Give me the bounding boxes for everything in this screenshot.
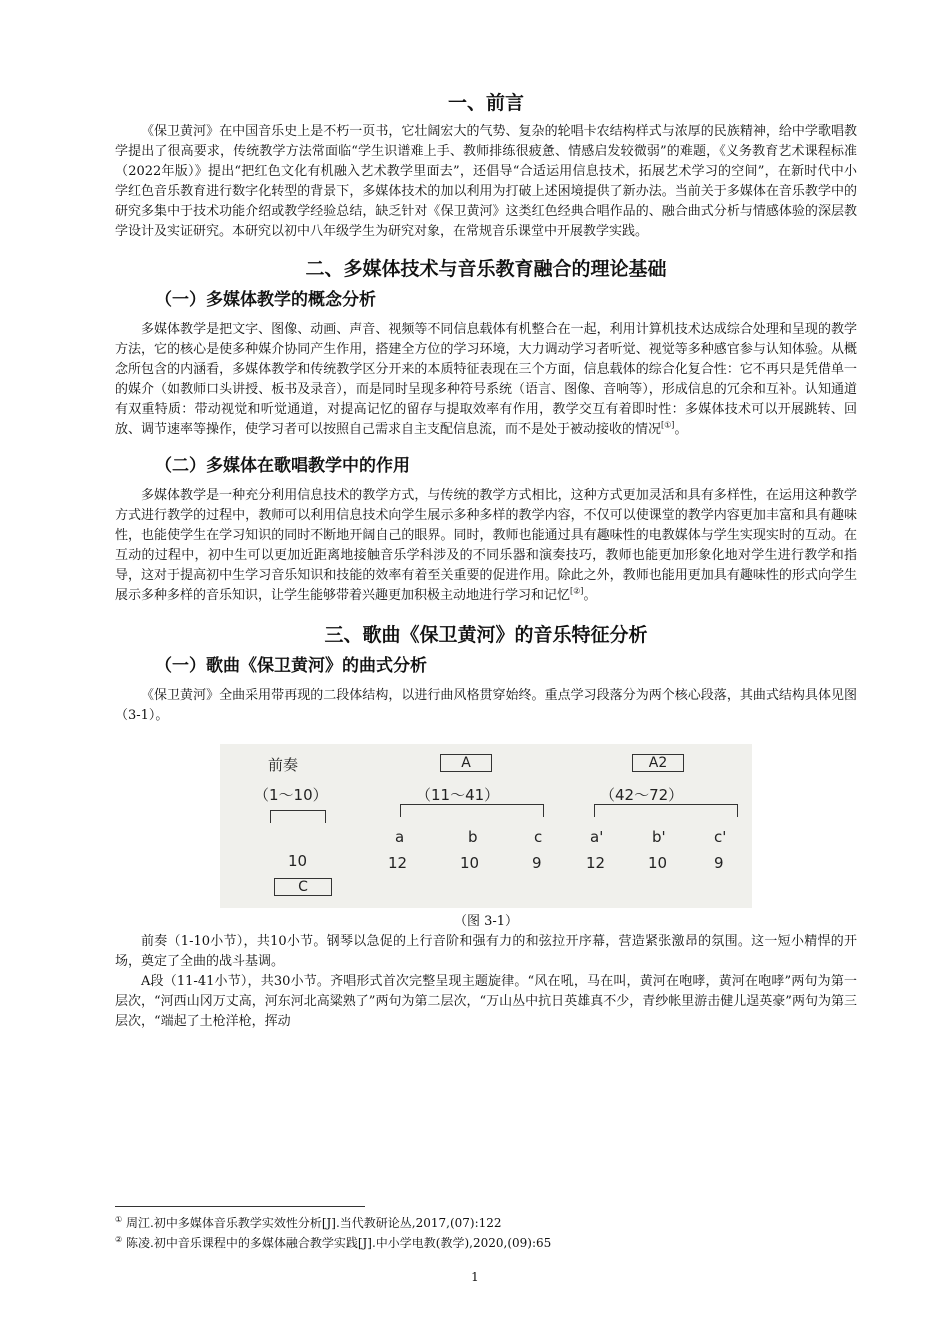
a2-sub-2: b': [652, 828, 666, 846]
subsection-title-concept: （一）多媒体教学的概念分析: [155, 290, 376, 310]
a2-count-2: 10: [648, 854, 668, 872]
section-title-preface: 一、前言: [447, 92, 524, 114]
figure-caption: （图 3-1）: [453, 914, 519, 929]
footnote-mark-2: ②: [115, 1235, 123, 1244]
concept-end: 。: [674, 422, 688, 437]
section-title-theory: 二、多媒体技术与音乐教育融合的理论基础: [305, 258, 667, 280]
a2-count-3: 9: [714, 854, 724, 872]
a-sub-1: a: [395, 828, 405, 846]
a2-sub-1: a': [590, 828, 604, 846]
footnote-divider: [115, 1206, 365, 1207]
preface-paragraph: 《保卫黄河》在中国音乐史上是不朽一页书，它壮阔宏大的气势、复杂的轮唱卡农结构样式与浓厚的民族精神，给中学歌唱教学提出了很高要求，传统教学方法常面临“学生识谱难上手、教师排练很疲惫、情感启发较微弱”的难题，《义务教育艺术课程标准（2022年版）》提出“把红色文化有机融入艺术教学里面去”，还倡导“合适运用信息技术，拓展艺术学习的空间”，在新时代中小学红色音乐教育进行数字化转型的背景下，多媒体技术的加以利用为打破上述困境提供了新办法。当前关于多媒体在音乐教学中的研究多集中于技术功能介绍或教学经验总结，缺乏针对《保卫黄河》这类红色经典合唱作品的、融合曲式分析与情感体验的深层教学设计及实证研究。本研究以初中八年级学生为研究对象，在常规音乐课堂中开展教学实践。: [115, 124, 857, 239]
page-number: 1: [471, 1270, 479, 1284]
intro-range: （1～10）: [254, 786, 328, 804]
footnote-text-2: 陈凌.初中音乐课程中的多媒体融合教学实践[J].中小学电教(教学),2020,(09):65: [126, 1236, 552, 1250]
intro-bracket: [270, 810, 326, 823]
footnote-text-1: 周江.初中多媒体音乐教学实效性分析[J].当代教研论丛,2017,(07):122: [126, 1216, 502, 1230]
footnotes: [115, 1206, 857, 1253]
a-count-2: 10: [460, 854, 480, 872]
a-count-1: 12: [388, 854, 408, 872]
a2-sub-3: c': [714, 828, 727, 846]
footnote-ref-1[interactable]: [①]: [661, 420, 675, 430]
role-end: 。: [583, 588, 597, 603]
form-structure-figure: [220, 744, 752, 908]
a-sub-3: c: [534, 828, 543, 846]
a2-bracket: [594, 804, 738, 817]
section-a2-box: A2: [632, 754, 684, 772]
concept-paragraph: [115, 320, 857, 440]
concept-text: 多媒体教学是把文字、图像、动画、声音、视频等不同信息载体有机整合在一起，利用计算机技术达成综合处理和呈现的教学方法，它的核心是使多种媒介协同产生作用，搭建全方位的学习环境，大力调动学习者听觉、视觉等多种感官参与认知体验。从概念所包含的内涵看，多媒体教学和传统教学区分开来的本质特征表现在三个方面，信息载体的综合化复合性：它不再只是凭借单一的媒介（如教师口头讲授、板书及录音），而是同时呈现多种符号系统（语言、图像、音响等），形成信息的冗余和互补。认知通道有双重特质：带动视觉和听觉通道，对提高记忆的留存与提取效率有作用，教学交互有着即时性：多媒体技术可以开展跳转、回放、调节速率等操作，使学习者可以按照自己需求自主支配信息流，而不是处于被动接收的情况: [115, 322, 857, 437]
a-range: （11～41）: [416, 786, 500, 804]
footnote-1: [115, 1213, 857, 1233]
coda-c-box: C: [274, 878, 332, 896]
a-sub-2: b: [468, 828, 478, 846]
a2-count-1: 12: [586, 854, 606, 872]
subsection-title-form: （一）歌曲《保卫黄河》的曲式分析: [155, 656, 427, 676]
footnote-2: [115, 1233, 857, 1253]
intro-paragraph: 前奏（1-10小节），共10小节。钢琴以急促的上行音阶和强有力的和弦拉开序幕，营造紧张激昂的氛围。这一短小精悍的开场，奠定了全曲的战斗基调。: [115, 934, 857, 969]
page-body: [115, 90, 857, 1032]
subsection-title-role: （二）多媒体在歌唱教学中的作用: [155, 456, 410, 476]
role-text: 多媒体教学是一种充分利用信息技术的教学方式，与传统的教学方式相比，这种方式更加灵活和具有多样性，在运用这种教学方式进行教学的过程中，教师可以利用信息技术向学生展示多种多样的教学内容，不仅可以使课堂的教学内容更加丰富和具有趣味性，也能使学生在学习知识的同时不断地开阔自己的眼界。同时，教师也能通过具有趣味性的电教媒体与学生实现实时的互动。在互动的过程中，初中生可以更加近距离地接触音乐学科涉及的不同乐器和演奏技巧，教师也能更加形象化地对学生进行教学和指导，这对于提高初中生学习音乐知识和技能的效率有着至关重要的促进作用。除此之外，教师也能用更加具有趣味性的形式向学生展示多种多样的音乐知识，让学生能够带着兴趣更加积极主动地进行学习和记忆: [115, 488, 857, 603]
intro-count: 10: [288, 852, 308, 870]
intro-label: 前奏: [268, 756, 299, 774]
section-a-box: A: [440, 754, 492, 772]
footnote-ref-2[interactable]: [②]: [570, 586, 584, 596]
section-title-analysis: 三、歌曲《保卫黄河》的音乐特征分析: [324, 624, 648, 646]
role-paragraph: [115, 486, 857, 606]
section-a-paragraph: A段（11-41小节），共30小节。齐唱形式首次完整呈现主题旋律。“风在吼，马在叫，黄河在咆哮，黄河在咆哮”两句为第一层次，“河西山冈万丈高，河东河北高粱熟了”两句为第二层次，“万山丛中抗日英雄真不少，青纱帐里游击健儿逞英豪”两句为第三层次，“端起了土枪洋枪，挥动: [115, 974, 857, 1029]
form-paragraph: 《保卫黄河》全曲采用带再现的二段体结构，以进行曲风格贯穿始终。重点学习段落分为两个核心段落，其曲式结构具体见图（3-1）。: [115, 688, 857, 723]
a-count-3: 9: [532, 854, 542, 872]
footnote-mark-1: ①: [115, 1215, 123, 1224]
a-bracket: [400, 804, 544, 817]
a2-range: （42～72）: [600, 786, 684, 804]
